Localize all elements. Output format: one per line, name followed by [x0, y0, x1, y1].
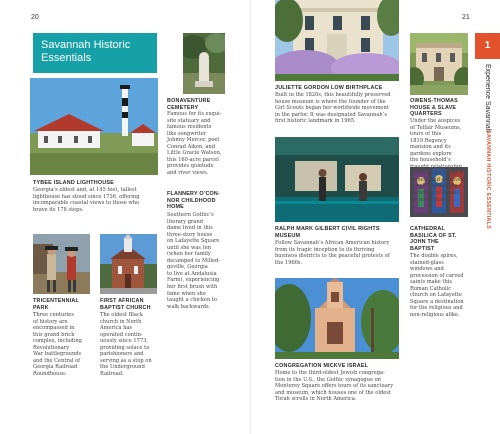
page-gutter — [250, 0, 251, 434]
owens-thomas-house-photo — [410, 33, 468, 95]
tricentennial-park-heading: TRICENTENNIAL PARK — [33, 298, 80, 311]
tybee-lighthouse-heading: TYBEE ISLAND LIGHTHOUSE — [33, 180, 114, 186]
section-title: Savannah Historic Essentials — [33, 33, 157, 73]
bonaventure-cemetery-photo — [183, 33, 225, 94]
owens-thomas-house-heading: OWENS-THOMAS HOUSE & SLAVE QUARTERS — [410, 98, 458, 118]
tybee-lighthouse-text: Georgia’s oldest and, at 145 feet, tallest lighthouse has stood since 1736, offering incomparable coastal views to those who brave its 178 steps. — [33, 187, 140, 213]
page-number-left: 20 — [31, 14, 39, 21]
chapter-tab: 1 — [475, 33, 500, 59]
owens-thomas-house-text: Under the auspices of Telfair Museums, tours of this 1819 Regency mansion and its gardens explore the household’s fraught relationship between the home’s owners and enslaved people against the backdrop of beauti- ful restoration. — [410, 118, 465, 203]
congregation-mickve-israel-photo — [275, 278, 399, 359]
juliette-gordon-low-text: Built in the 1820s, this beautifully preserved house museum is where the founder of the Girl Scouts began her worldwide movement in the parlor. It was designated Savannah’s first historic landmark in 1965. — [275, 92, 391, 125]
first-african-baptist-heading: FIRST AFRICAN BAPTIST CHURCH — [100, 298, 151, 311]
civil-rights-museum-photo — [275, 137, 399, 222]
cathedral-basilica-text: The double spires, stained-glass windows and procession of carved saints make this Roman Catholic church on Lafayette Square a destination for the religious and non-religious alike. — [410, 253, 464, 318]
tybee-lighthouse-photo — [30, 78, 158, 175]
tricentennial-park-photo — [33, 234, 90, 294]
tricentennial-park-text: Three centuries of history are encompassed in this grand brick complex, including Revolutionary War battlegrounds and the Central of Georgia Railroad Roundhouse. — [33, 312, 82, 377]
congregation-mickve-israel-heading: CONGREGATION MICKVE ISRAEL — [275, 363, 369, 369]
running-head: SAVANNAH HISTORIC ESSENTIALS — [485, 130, 491, 230]
first-african-baptist-text: The oldest Black church in North America has operated contin- uously since 1773, providing solace to parishioners and serving as a stop on the Underground Railroad. — [100, 312, 152, 377]
bonaventure-cemetery-text: Famous for its exqui- site statuary and famous residents like songwriter Johnny Mercer, poet Conrad Aiken, and Little Gracie Watson, this 160-acre parcel provides quietude and river views. — [167, 111, 222, 176]
bonaventure-cemetery-heading: BONAVENTURE CEMETERY — [167, 98, 211, 111]
flannery-oconnor-home-text: Southern Gothic’s literary grand dame lived in this three-story house on Lafayette Square until she was ten (when her family decamped to Milled- geville, Georgia to live at Andalusia Farm), experiencing her first brush with fame when she taught a chicken to walk backwards. — [167, 212, 220, 310]
chapter-name: Experience Savannah — [484, 64, 491, 133]
juliette-gordon-low-heading: JULIETTE GORDON LOW BIRTHPLACE — [275, 85, 383, 91]
flannery-oconnor-home-heading: FLANNERY O’CON- NOR CHILDHOOD HOME — [167, 191, 221, 211]
first-african-baptist-church-photo — [100, 234, 157, 294]
civil-rights-museum-text: Follow Savannah’s African American history from its tragic inception to its thriving business districts to the peaceful protests of the 1960s. — [275, 240, 390, 266]
juliette-gordon-low-birthplace-photo — [275, 0, 399, 81]
page-number-right: 21 — [462, 14, 470, 21]
cathedral-basilica-heading: CATHEDRAL BASILICA OF ST. JOHN THE BAPTIST — [410, 226, 457, 252]
civil-rights-museum-heading: RALPH MARK GILBERT CIVIL RIGHTS MUSEUM — [275, 226, 380, 239]
congregation-mickve-israel-text: Home to the third-oldest Jewish congrega- tion in the U.S., the Gothic synagogue on Monterey Square offers tours of its sanctuary and museum, which houses one of the oldest Torah scrolls in North America. — [275, 370, 394, 403]
